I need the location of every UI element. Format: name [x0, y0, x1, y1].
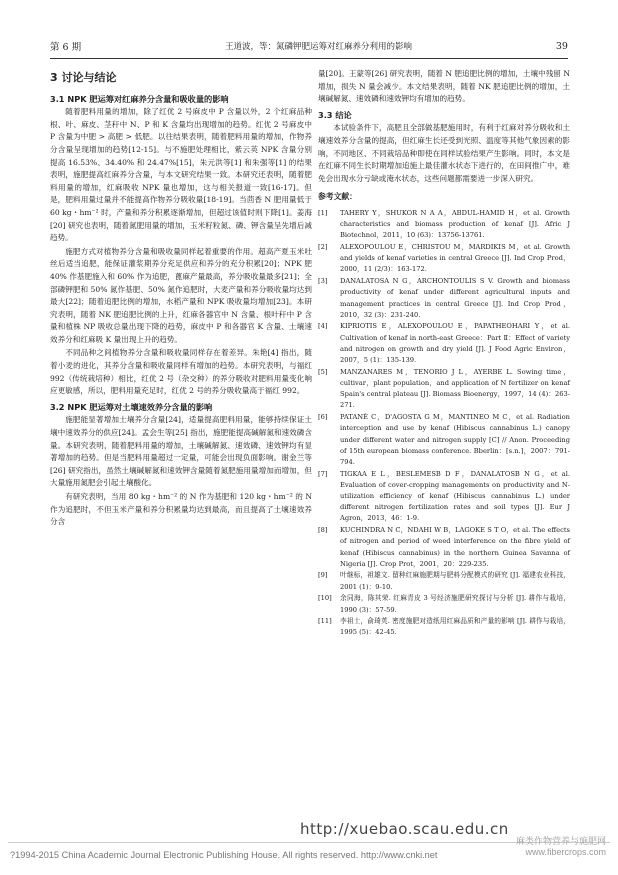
issue-number: 第 6 期	[50, 42, 82, 53]
subsection-3-1-title: 3.1 NPK 肥运筹对红麻养分含量和吸收量的影响	[50, 93, 229, 104]
reference-item	[318, 469, 570, 525]
watermark	[516, 836, 606, 858]
paragraph: 施肥方式对植物养分含量和吸收量同样起着重要的作用。超高产夏玉米吐丝后适当追肥，能保证灌浆期养分充足供应和养分的充分积累[20]；NPK 肥 40% 作基肥施入和 60% 作为追肥，蓖麻产量最高，养分吸收量最多[21]；全部磷钾肥和 50% 氮作基肥、50% 氮作追肥时，大麦产量和养分吸收量均达到最大[22]；随着追肥比例的增加，水稻产量和 NPK 吸收量均增加[23]。本研究表明，随着 NK 肥追肥比例的上升，红麻各器官中 N 含量、根叶秆中 P 含量和植株 NP 吸收总量出现下降的趋势，麻皮中 P 和各器官 K 含量、土壤速效养分和红麻吸 K 量出现上升的趋势。	[50, 246, 312, 344]
paragraph: 施肥能显著增加土壤养分含量[24]，适量提高肥料用量，能够持续保证土壤中速效养分的供应[24]。孟会生等[25] 指出，施肥能提高碱解氮和速效磷含量。本研究表明，随着肥料用量的增加，土壤碱解氮、速效磷、速效钾均有显著增加的趋势。但是当肥料用量超过一定量，可能会出现负面影响。谢金兰等[26] 研究指出，虽然土壤碱解氮和速效钾含量随着氮肥施用量增加而增加，但大量施用氮肥会引起土壤酸化。	[50, 415, 312, 488]
reference-text: 李祖士，俞琦英. 密度施肥对造纸用红麻品质和产量的影响 [J]. 耕作与栽培，1995 (5)：42-45.	[340, 617, 570, 637]
reference-text: ALEXOPOULOU E，CHRISTOU M，MARDIKIS M，et al. Growth and yields of kenaf varieties in central Greece [J]. Ind Crop Prod，2000，11 (2/3)：163-172.	[340, 243, 570, 274]
reference-item	[318, 525, 570, 570]
paragraph: 有研究表明，当用 80 kg・hm⁻² 的 N 作为基肥和 120 kg・hm⁻² 的 N 作为追肥时，不但玉米产量和养分积累量均达到最高，而且提高了土壤速效养分含	[50, 492, 312, 527]
reference-number: [8]	[318, 526, 328, 535]
page-number: 39	[555, 40, 568, 52]
left-column	[50, 68, 312, 530]
reference-text: PATANÈ C，D'AGOSTA G M，MANTINEO M C，et al. Radiation interception and use by kenaf (Hibiscus cannabinus L.) canopy under different water and nitrogen supply [C] // Anon. Proceeding of 15th european biomass conference. Bberlin：[s.n.]，2007：791-794.	[340, 413, 570, 466]
reference-number: [4]	[318, 322, 328, 331]
section-heading: 3 讨论与结论	[50, 71, 117, 84]
running-title: 王道波，等：氮磷钾肥运筹对红麻养分利用的影响	[224, 42, 412, 52]
reference-number: [6]	[318, 413, 328, 422]
reference-item	[318, 367, 570, 412]
reference-number: [9]	[318, 571, 328, 580]
reference-text: KUCHINDRA N C，NDAHI W B，LAGOKE S T O，et al. The effects of nitrogen and period of weed interference on the fibre yield of kenaf (Hibiscus cannabinus) in the northern Guinea Savanna of Nigeria [J]. Crop Prot，2001，20：229-235.	[340, 526, 570, 568]
reference-text: MANZANARES M，TENORIO J L，AYERBE L. Sowing time，cultivar，plant population，and application of N fertilizer on kenaf Spain's central plateau [J]. Biomass Bioenergy，1997，14 (4)：263-271.	[340, 367, 570, 410]
journal-url: http://xuebao.scau.edu.cn	[300, 820, 509, 838]
copyright-notice: ?1994-2015 China Academic Journal Electronic Publishing House. All rights reserved. http://www.cnki.net	[10, 850, 438, 860]
reference-item	[318, 412, 570, 468]
reference-list	[318, 208, 570, 639]
paragraph-continued: 量[20]。王蒙等[26] 研究表明，随着 N 肥追肥比例的增加，土壤中残留 N 增加，损失 N 量会减少。本文结果表明，随着 NK 肥追肥比例的增加，土壤碱解氮、速效磷和速效钾均有增加的趋势。	[318, 69, 570, 104]
header-rule	[50, 58, 568, 59]
running-header	[50, 38, 568, 54]
reference-item	[318, 593, 570, 615]
reference-text: 叶继标，祖雄文. 留种红麻施肥期与肥料分配模式的研究 [J]. 福建农业科技，2001 (1)：9-10.	[340, 571, 570, 591]
reference-item	[318, 242, 570, 276]
paragraph: 本试验条件下，高肥且全部做基肥施用时，有利于红麻对养分吸收和土壤速效养分含量的提高，但红麻生长还受到光照、温度等其他气象因素的影响，不同地区、不同栽培品种即使在同样试验结果产生影响。同时，本文是在红麻不同生长时期增加追施上最佳灌水状态下进行的，在田间推广中，难免会出现水分亏缺或淹水状态，这些问题都需要进一步深入研究。	[318, 123, 570, 183]
reference-item	[318, 276, 570, 321]
reference-text: TAHERY Y，SHUKOR N A A，ABDUL-HAMID H，et al. Growth characteristics and biomass production of kenaf [J]. Afric J Biotechnol，2011，10 (63)：13756-13761.	[340, 208, 570, 240]
reference-text: TIGKAA E L，BESLEMESB D F，DANALATOSB N G，et al. Evaluation of cover-cropping managements on productivity and N-utilization efficiency of kenaf (Hibiscus cannabinus L.) under different nitrogen fertilization rates and soil types [J]. Eur J Agron，2013，46：1-9.	[340, 469, 570, 523]
right-column	[318, 68, 570, 639]
watermark-name: 麻类作物营养与施肥网	[515, 836, 606, 846]
reference-text: KIPRIOTIS E，ALEXOPOULOU E，PAPATHEOHARI Y，et al. Cultivation of kenaf in north-east Greece：Part Ⅱ：Effect of variety and nitrogen on growth and dry yield [J]. J Food Agric Environ，2007，5 (1)：135-139.	[340, 322, 570, 365]
reference-item	[318, 208, 570, 242]
reference-item	[318, 570, 570, 592]
reference-text: 余同海，陈其荣. 红麻青皮 3 号经济施肥研究探讨与分析 [J]. 耕作与栽培，1990 (3)：57-59.	[340, 594, 570, 614]
reference-number: [3]	[318, 277, 328, 286]
reference-number: [5]	[318, 367, 328, 376]
watermark-url: www.fibercrops.com	[525, 847, 606, 857]
reference-item	[318, 321, 570, 366]
paragraph: 不同品种之间植物养分含量和吸收量同样存在着差异。朱艳[4] 指出，随着小麦的进化，其养分含量和吸收量同样有增加的趋势。本研究表明，与福红 992（传统栽培种）相比，红优 2 号（杂交种）的养分吸收对肥料用量变化响应更敏感，所以，肥料用量充足时，红优 2 号的养分吸收量高于福红 992。	[50, 348, 312, 396]
subsection-3-3-title: 3.3 结论	[318, 109, 352, 120]
reference-text: DANALATOSA N G，ARCHONTOULIS S V. Growth and biomass productivity of kenaf under different agricultural inputs and management practices in central Greece [J]. Ind Crop Prod，2010，32 (3)：231-240.	[340, 277, 570, 319]
reference-item	[318, 616, 570, 638]
reference-number: [1]	[318, 208, 328, 217]
reference-number: [7]	[318, 469, 328, 478]
reference-number: [11]	[318, 617, 332, 626]
reference-number: [10]	[318, 594, 332, 603]
subsection-3-2-title: 3.2 NPK 肥运筹对土壤速效养分含量的影响	[50, 401, 213, 412]
paragraph: 随着肥料用量的增加，除了红优 2 号麻皮中 P 含量以外，2 个红麻品种根、叶、麻皮、茎秆中 N、P 和 K 含量均出现增加的趋势。红优 2 号麻皮中 P 含量为中肥 > 高肥 > 低肥。以往结果表明，随着肥料用量的增加，作物养分含量呈现增加的趋势[12-15]。与不施肥处理相比，紫云英 NPK 含量分别提高 16.53%、34.40% 和 24.47%[15]，朱元洪等[1] 和朱强等[1] 的结果表明，施肥提高红麻养分含量，与本文研究结果一致。本研究还表明，随着肥料用量的增加，红麻吸收 NPK 量也增加，这与相关报道一致[16-17]。但是，肥料用量过量并不能提高作物养分吸收量[18-19]。当茴香 N 肥用量低于 60 kg・hm⁻² 时，产量和养分积累逐渐增加，但超过该值时则下降[1]。姜海[20] 研究也表明，随着氮肥用量的增加，玉米籽粒氮、磷、钾含量呈先增后减趋势。	[50, 107, 312, 243]
reference-number: [2]	[318, 243, 328, 252]
references-title: 参考文献：	[318, 192, 357, 202]
